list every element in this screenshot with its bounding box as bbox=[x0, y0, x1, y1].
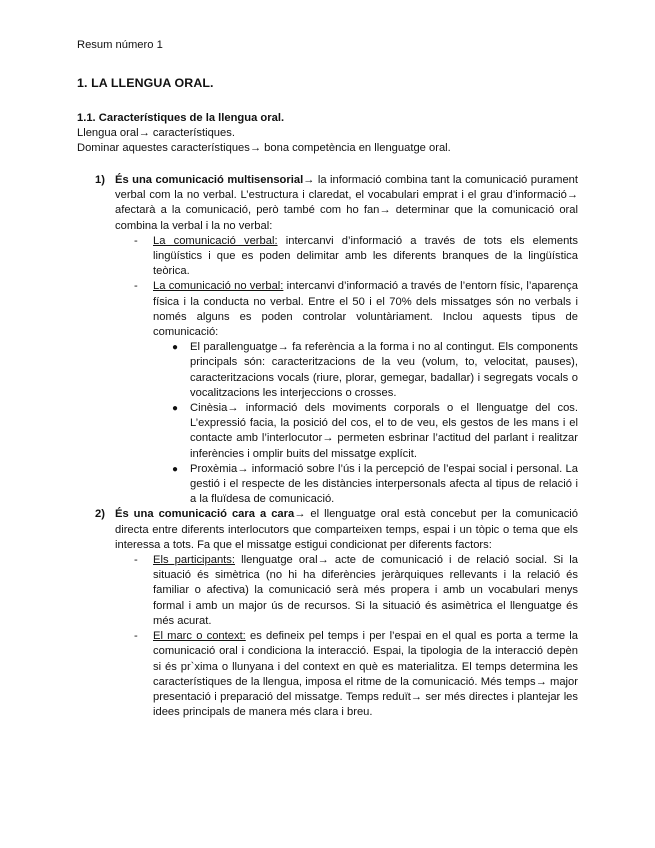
bullet-text: Proxèmia→ informació sobre l’ús i la percepció de l’espai social i personal. La gestió i el respecte de les distàncies interpersonals afecta al tipus de relació i a la fluïdesa de comunicació. bbox=[190, 462, 578, 506]
subsection-heading: 1.1. Característiques de la llengua oral. bbox=[77, 112, 285, 124]
subitem-label: La comunicació verbal: bbox=[153, 234, 278, 247]
subitem-no-verbal bbox=[77, 279, 578, 340]
item-number: 2) bbox=[95, 508, 105, 521]
item-lead: És una comunicació cara a cara→ bbox=[115, 508, 306, 521]
subitem-label: El marc o context: bbox=[153, 630, 246, 643]
dash-marker: - bbox=[134, 630, 138, 643]
subitem-label: Els participants: bbox=[153, 554, 235, 567]
item-lead: És una comunicació multisensorial→ bbox=[115, 174, 315, 186]
intro-line-1: Llengua oral→ característiques. bbox=[77, 127, 235, 140]
item-text: la informació combina tant la comunicació purament verbal com la no verbal. L’estructura i claredat, el vocabulari emprat i el grau d’informació→ afectarà a la comunicació, però també com ho fan→ determinar que la comunicació oral combina la verbal i la no verbal: bbox=[115, 174, 578, 232]
list-item-1 bbox=[77, 173, 578, 234]
subitem-text: intercanvi d’informació a través de tots els elements lingüístics i que es poden delimitar amb les diferents branques de la lingüística teòrica. bbox=[153, 234, 579, 278]
section-heading: 1. LA LLENGUA ORAL. bbox=[77, 76, 214, 90]
document-header: Resum número 1 bbox=[77, 39, 163, 51]
subitem-text: es defineix pel temps i per l’espai en el qual es porta a terme la comunicació oral i condiciona la interacció. Espai, la tipologia de la interacció depèn si és pr`xima o llunyana i del context en què es materialitza. El temps determina les característiques de la llengua, imposa el ritme de la comunicació. Més temps→ major presentació i preparació del missatge. Temps reduït→ ser més directes i plantejar les idees principals de manera més clara i breu. bbox=[153, 630, 578, 719]
bullet-proxemia bbox=[77, 462, 578, 508]
dash-marker: - bbox=[134, 554, 138, 567]
item-number: 1) bbox=[95, 174, 105, 186]
bullet-text: Cinèsia→ informació dels moviments corporals o el llenguatge del cos. L’expressió facia, la posició del cos, el to de veu, els gestos de les mans i el contacte amb l’interlocutor→ permeten esbrinar l’actitud del parlant i realitzar inferències i omplir buits del missatge explícit. bbox=[190, 402, 578, 460]
subitem-text: intercanvi d’informació a través de l’entorn físic, l’aparença física i la conducta no verbal. Entre el 50 i el 70% dels missatges són no verbals i només alguns es poden controlar voluntàriament. Inclou aquests tipus de comunicació: bbox=[153, 280, 578, 339]
list-item-2 bbox=[77, 507, 578, 553]
subitem-verbal bbox=[77, 234, 578, 280]
subitem-participants bbox=[77, 553, 578, 629]
sublist-2 bbox=[77, 553, 578, 720]
subsection-block bbox=[77, 111, 587, 157]
subitem-text: llenguatge oral→ acte de comunicació i de relació social. Si la situació és simètrica (no hi ha diferències jeràrquiques rellevants i la relació és familiar o afectiva) la comunicació serà més propera i amb un vocabulari menys formal i amb un major ús de recursos. Si la situació és asimètrica el llenguatge és més acurat. bbox=[153, 554, 578, 627]
bullet-parallenguatge bbox=[77, 340, 578, 401]
intro-line-2: Dominar aquestes característiques→ bona competència en llenguatge oral. bbox=[77, 142, 451, 155]
subitem-context bbox=[77, 629, 578, 720]
dash-marker: - bbox=[134, 280, 138, 293]
bullet-icon: ● bbox=[172, 342, 179, 354]
subitem-label: La comunicació no verbal: bbox=[153, 280, 284, 293]
bullet-icon: ● bbox=[172, 463, 179, 475]
bullet-cinesia bbox=[77, 401, 578, 462]
numbered-list bbox=[77, 173, 578, 720]
bullet-icon: ● bbox=[172, 403, 179, 415]
bullet-text: El parallenguatge→ fa referència a la forma i no al contingut. Els components principals són: caracteritzacions de la veu (volum, to, velocitat, pauses), caracteritzacions vocals (riure, plorar, gemegar, badallar) i segregats vocals o vocalitzacions les interjeccions o crosses. bbox=[190, 341, 578, 399]
item-text: el llenguatge oral està concebut per la comunicació directa entre diferents interlocutors que comparteixen temps, espai i un tòpic o tema que els interessa a tots. Fa que el missatge estigui condicionat per diferents factors: bbox=[115, 508, 578, 551]
sublist-1 bbox=[77, 234, 578, 508]
dash-marker: - bbox=[134, 234, 138, 247]
